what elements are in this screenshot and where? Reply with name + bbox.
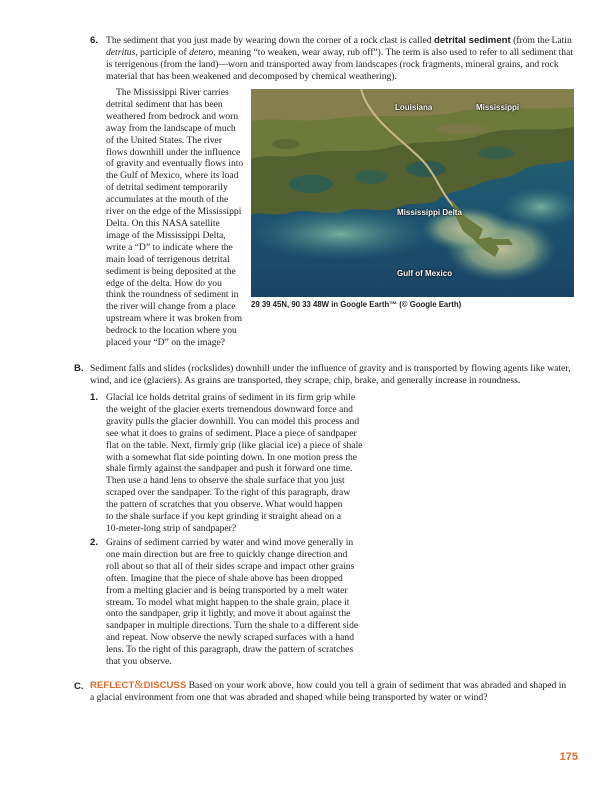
text-line: Sediment falls and slides (rockslides) downhill under the influence of gravity and is transported by flowing agents like water, (90, 363, 571, 374)
section-b-label: B. (74, 363, 84, 374)
text-line: and repeat. Now observe the newly scraped surfaces with a hand (106, 632, 355, 644)
text-line: gravity pulls the glacier downhill. You can model this process and (106, 415, 360, 427)
item-1-number: 1. (90, 392, 99, 403)
reflect-heading: REFLECT (90, 680, 135, 691)
mississippi-delta-satellite-image (251, 89, 574, 297)
text-line: image of the Mississippi Delta, (106, 229, 226, 241)
text-line: accumulates at the mouth of the (106, 194, 229, 206)
item-1-paragraph (106, 392, 366, 535)
text-line: the weight of the glacier exerts tremendous downward force and (106, 403, 353, 415)
text-line: scraped over the sandpaper. To the right of this paragraph, draw (106, 487, 351, 499)
text-line: roll about so that all of their sides scrape and impact other grains (106, 560, 355, 572)
text-line: away from the landscape of much (106, 122, 236, 134)
section-c-label: C. (74, 681, 84, 692)
page-number: 175 (559, 751, 578, 763)
item-2-paragraph (106, 537, 366, 668)
text-line: bedrock to the location where you (106, 325, 237, 337)
text-line: main load of terrigenous detrital (106, 253, 230, 265)
text-line: 10-meter-long strip of sandpaper? (106, 522, 237, 534)
text-line: river on the edge of the Mississippi (106, 206, 242, 218)
text-line: shale firmly against the sandpaper and push it forward one time. (106, 463, 353, 475)
text-line: one main direction but are free to quickly change direction and (106, 548, 348, 560)
text-line: Delta. On this NASA satellite (106, 217, 220, 229)
text-line: the Gulf of Mexico, where its load (106, 170, 239, 182)
text-line: onto the sandpaper, grip it lightly, and move it about against the (106, 608, 351, 620)
text-line: of detrital sediment temporarily (106, 182, 228, 194)
text-line: that you observe. (106, 656, 172, 668)
text-line: see what it does to grains of sediment. Place a piece of sandpaper (106, 427, 357, 439)
image-label-mississippi-delta: Mississippi Delta (397, 208, 462, 217)
discuss-heading: DISCUSS (143, 680, 187, 691)
text-line: from a melting glacier and is being transported by a melt water (106, 584, 348, 596)
item-6-paragraph: The sediment that you just made by wearing down the corner of a rock clast is called detrital sediment (from the Latin detritus, participle of detero, meaning “to weaken, wear away, rub off”). The term is also used to refer to all sediment that is terrigenous (from the land)—worn and transported away from landscapes (rock fragments, mineral grains, and rock material that has been weakened and decomposed by chemical weathering). (106, 35, 574, 82)
text-line: think the roundness of sediment in (106, 289, 239, 301)
text-line: detrital sediment that has been (106, 98, 223, 110)
text-line: flat on the table. Next, firmly grip (like glacial ice) a piece of shale (106, 439, 363, 451)
text-line: write a “D” to indicate where the (106, 241, 233, 253)
text-line: wind, and ice (glaciers). As grains are transported, they scrape, chip, brake, and generally increase in roundness. (90, 374, 521, 386)
text-line: of gravity and eventually flows into (106, 158, 244, 170)
text-line: flows downhill under the influence (106, 146, 241, 158)
image-caption: 29 39 45N, 90 33 48W in Google Earth™ (© Google Earth) (251, 300, 462, 309)
text-line: sandpaper in multiple directions. Turn the shale to a different side (106, 620, 359, 632)
text-line: the river will change from a place (106, 301, 236, 313)
section-c-question: REFLECT&DISCUSS Based on your work above, how could you tell a grain of sediment that was abraded and shaped in a glacial environment from one that was abraded and shaped while being transported by water or wind? (90, 677, 567, 703)
text-line: weathered from bedrock and worn (106, 110, 239, 122)
text-line: often. Imagine that the piece of shale above has been dropped (106, 572, 343, 584)
image-label-mississippi-state: Mississippi (476, 103, 520, 112)
section-b-intro (90, 363, 580, 387)
image-label-louisiana: Louisiana (395, 103, 433, 112)
text-line: upstream where it was broken from (106, 313, 243, 325)
item-2-number: 2. (90, 537, 99, 548)
text-line: to the shale surface if you kept grinding it straight ahead on a (106, 511, 341, 523)
text-line: sediment is being deposited at the (106, 265, 236, 277)
image-label-gulf-of-mexico: Gulf of Mexico (397, 269, 453, 278)
text-line: The Mississippi River carries (116, 87, 229, 98)
text-line: Grains of sediment carried by water and wind move generally in (106, 537, 354, 548)
text-line: Glacial ice holds detrital grains of sediment in its firm grip while (106, 392, 356, 403)
text-line: stream. To model what might happen to the shale grain, place it (106, 596, 350, 608)
item-6-number: 6. (90, 35, 99, 46)
text-line: lens. To the right of this paragraph, draw the pattern of scratches (106, 644, 354, 656)
text-line: placed your “D” on the image? (106, 337, 226, 349)
text-line: Then use a hand lens to observe the shale surface that you just (106, 475, 345, 487)
mississippi-paragraph (106, 87, 248, 349)
text-line: with a somewhat flat side pointing down. In one motion press the (106, 451, 357, 463)
reflect-ampersand: & (134, 677, 144, 691)
text-line: edge of the delta. How do you (106, 277, 222, 289)
text-line: of the United States. The river (106, 134, 222, 146)
text-line: the pattern of scratches that you observe. What would happen (106, 499, 343, 511)
